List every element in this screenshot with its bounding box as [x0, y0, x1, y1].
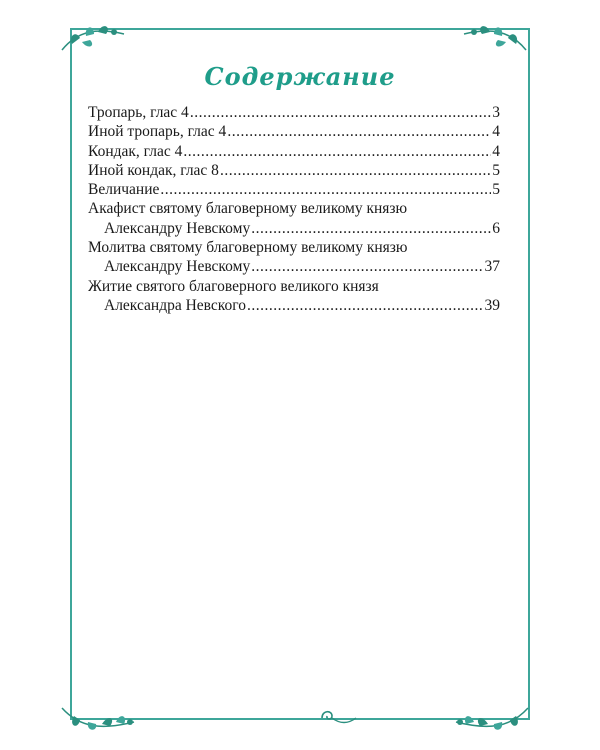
toc-page-number: 3: [492, 104, 500, 121]
dot-leader: [247, 296, 484, 315]
toc-page-number: 37: [484, 258, 500, 276]
vine-icon: [58, 20, 128, 60]
dot-leader: [251, 257, 483, 276]
toc-entry-title: Житие святого благоверного великого князя: [88, 277, 379, 295]
toc-page-number: 6: [492, 219, 500, 237]
toc-entry-title: Кондак, глас 4: [88, 142, 183, 160]
toc-entry-title: Молитва святому благоверному великому князю: [88, 239, 408, 257]
toc-entry[interactable]: [88, 103, 500, 122]
toc-entry-title: Александру Невскому: [104, 219, 251, 237]
toc-entry-title: Иной тропарь, глас 4: [88, 123, 227, 141]
toc-entry-title: Тропарь, глас 4: [88, 104, 189, 121]
dot-leader: [190, 103, 491, 122]
toc-entry[interactable]: [88, 122, 500, 141]
dot-leader: [220, 161, 491, 180]
toc-page-number: 4: [492, 142, 500, 160]
toc-entry-title: Александру Невскому: [104, 258, 251, 276]
vine-icon: [58, 700, 138, 736]
toc-page-number: 5: [492, 161, 500, 179]
toc-page-number: 4: [492, 123, 500, 141]
toc-entry-title: Александра Невского: [104, 296, 246, 314]
toc-page-number: 39: [484, 296, 500, 314]
toc-entry-title: Иной кондак, глас 8: [88, 161, 219, 179]
vine-icon: [460, 20, 530, 60]
toc-page-number: 5: [492, 181, 500, 199]
swirl-icon: [318, 706, 358, 730]
toc-entry[interactable]: [88, 277, 500, 316]
toc-entry[interactable]: [88, 199, 500, 238]
dot-leader: [227, 122, 491, 141]
toc-entry[interactable]: [88, 142, 500, 161]
toc-entry-title: Величание: [88, 181, 160, 199]
table-of-contents: [88, 103, 500, 315]
toc-entry-title: Акафист святому благоверному великому князю: [88, 200, 408, 218]
dot-leader: [160, 180, 491, 199]
dot-leader: [251, 219, 491, 238]
toc-entry[interactable]: [88, 180, 500, 199]
toc-entry[interactable]: [88, 161, 500, 180]
toc-entry[interactable]: [88, 238, 500, 277]
vine-icon: [452, 700, 532, 736]
page-title: Содержание: [204, 62, 396, 91]
dot-leader: [183, 142, 491, 161]
